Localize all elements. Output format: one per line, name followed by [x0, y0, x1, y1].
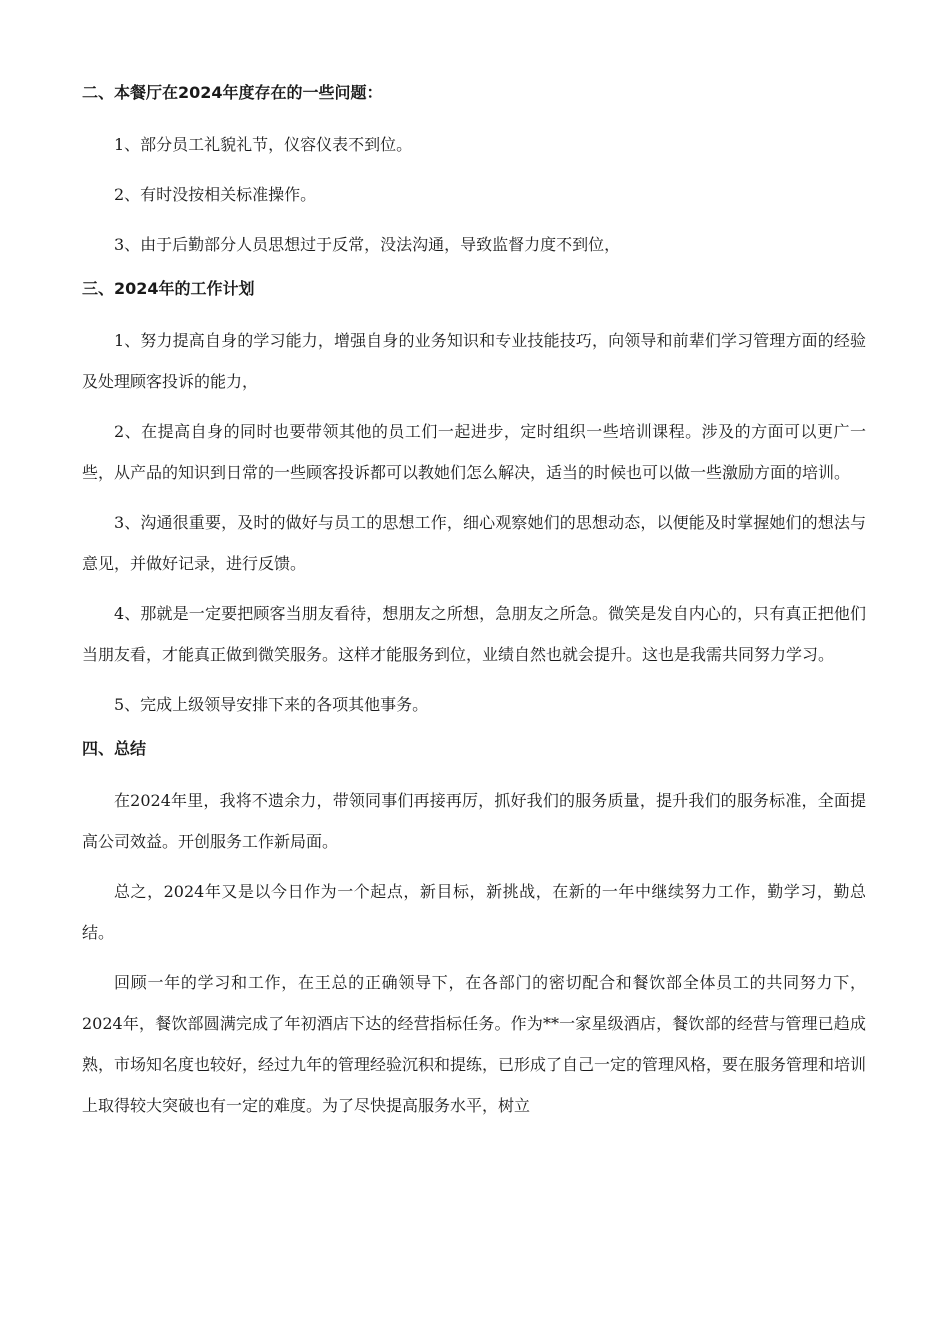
paragraph: 4、那就是一定要把顾客当朋友看待，想朋友之所想，急朋友之所急。微笑是发自内心的，只有真正把他们当朋友看，才能真正做到微笑服务。这样才能服务到位，业绩自然也就会提升。这也是我需共同努力学习。	[82, 604, 866, 664]
paragraph: 2、在提高自身的同时也要带领其他的员工们一起进步，定时组织一些培训课程。涉及的方面可以更广一些，从产品的知识到日常的一些顾客投诉都可以教她们怎么解决，适当的时候也可以做一些激励方面的培训。	[82, 422, 866, 482]
paragraph: 5、完成上级领导安排下来的各项其他事务。	[114, 695, 429, 714]
paragraph: 总之，2024年又是以今日作为一个起点，新目标，新挑战，在新的一年中继续努力工作，勤学习，勤总结。	[82, 882, 866, 942]
paragraph: 3、由于后勤部分人员思想过于反常，没法沟通，导致监督力度不到位，	[114, 235, 621, 254]
section-heading-problems: 二、本餐厅在2024年度存在的一些问题：	[82, 83, 383, 102]
section-heading-work-plan: 三、2024年的工作计划	[82, 279, 255, 298]
paragraph: 1、部分员工礼貌礼节，仪容仪表不到位。	[114, 135, 413, 154]
document-page	[82, 78, 866, 1126]
paragraph: 2、有时没按相关标准操作。	[114, 185, 317, 204]
paragraph: 1、努力提高自身的学习能力，增强自身的业务知识和专业技能技巧，向领导和前辈们学习管理方面的经验及处理顾客投诉的能力，	[82, 331, 866, 391]
section-heading-summary: 四、总结	[82, 739, 147, 758]
paragraph: 在2024年里，我将不遗余力，带领同事们再接再厉，抓好我们的服务质量，提升我们的服务标准，全面提高公司效益。开创服务工作新局面。	[82, 791, 866, 851]
paragraph: 回顾一年的学习和工作，在王总的正确领导下，在各部门的密切配合和餐饮部全体员工的共同努力下，2024年，餐饮部圆满完成了年初酒店下达的经营指标任务。作为**一家星级酒店，餐饮部的经营与管理已趋成熟，市场知名度也较好，经过九年的管理经验沉积和提练，已形成了自己一定的管理风格，要在服务管理和培训上取得较大突破也有一定的难度。为了尽快提高服务水平，树立	[82, 973, 867, 1115]
paragraph: 3、沟通很重要，及时的做好与员工的思想工作，细心观察她们的思想动态，以便能及时掌握她们的想法与意见，并做好记录，进行反馈。	[82, 513, 866, 573]
